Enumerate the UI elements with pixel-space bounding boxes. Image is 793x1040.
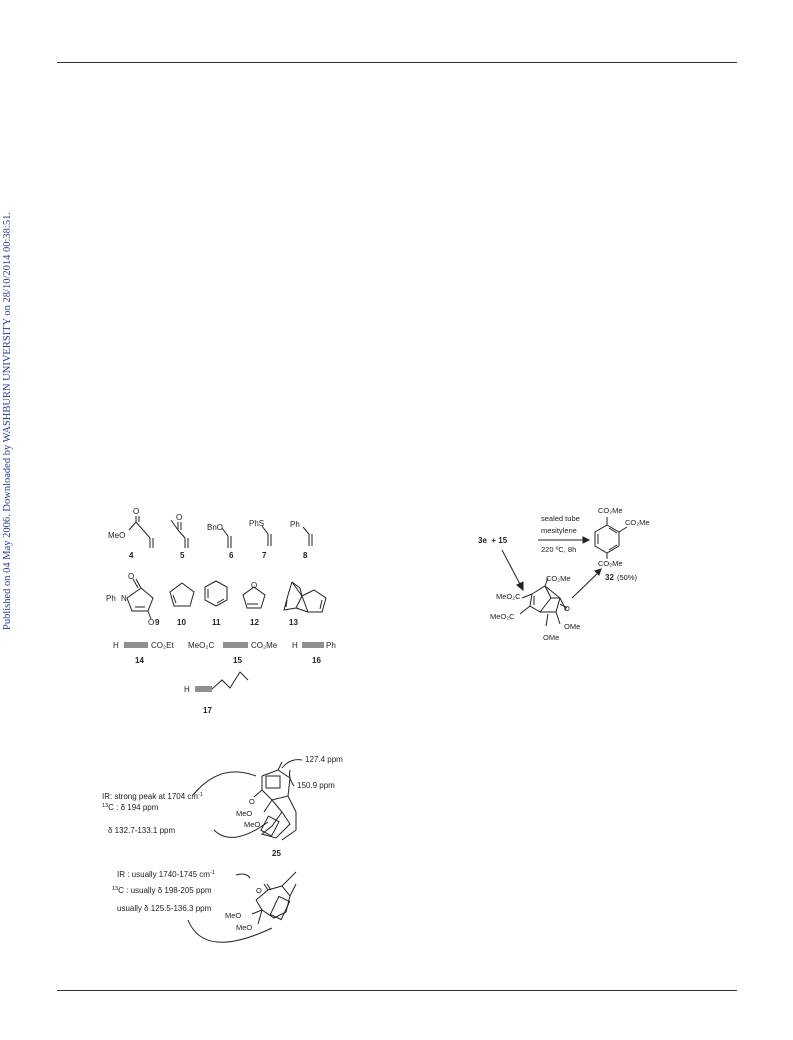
compound-9-o2: O [148, 618, 155, 627]
curved-arrow-delta-generic [188, 920, 272, 942]
arrow-to-intermediate [502, 550, 521, 586]
compound-16-structure [302, 643, 324, 647]
compound-25-meo-2: MeO [244, 820, 261, 829]
compound-13-label: 13 [289, 618, 298, 627]
product-32-co2me-bottom: CO₂Me [598, 559, 623, 568]
shift-150-label: 150.9 ppm [297, 781, 335, 790]
generic-meo-1: MeO [225, 911, 242, 920]
arrow-to-product [572, 572, 599, 598]
product-32-yield: (50%) [617, 573, 638, 582]
generic-oxygen: O [256, 886, 262, 895]
compound-4-structure [129, 516, 153, 548]
product-32-co2me-top: CO₂Me [598, 506, 623, 515]
compound-16-h: H [292, 641, 298, 650]
compound-15-meo2c: MeO₂C [188, 641, 215, 650]
compound-9-structure [127, 579, 153, 619]
compound-9-n: N [121, 594, 127, 603]
compound-14-label: 14 [135, 656, 144, 665]
scheme-reactants: 3e + 15 [478, 536, 508, 545]
generic-bicyclic-structure [252, 872, 296, 924]
download-notice-text: Published on 04 May 2006. Downloaded by WASHBURN UNIVERSITY on 28/10/2014 00:38:51. [2, 212, 13, 630]
product-32-label: 32 [605, 573, 614, 582]
compound-4-label: 4 [129, 551, 134, 560]
compound-9-label: 9 [155, 618, 160, 627]
compound-15-structure [223, 643, 248, 647]
compound-6-bno: BnO [207, 523, 224, 532]
compound-10-label: 10 [177, 618, 186, 627]
compound-8-label: 8 [303, 551, 308, 560]
compound-7-label: 7 [262, 551, 267, 560]
intermediate-ome-2: OMe [543, 633, 560, 642]
spectroscopy-figure [102, 755, 343, 942]
compound-25-label: 25 [272, 849, 281, 858]
intermediate-ome-1: OMe [564, 622, 581, 631]
compound-12-oxygen: O [251, 581, 258, 590]
shift-127-label: 127.4 ppm [305, 755, 343, 764]
compound-8-ph: Ph [290, 520, 300, 529]
product-32-co2me-right: CO₂Me [625, 518, 650, 527]
scheme-condition-1: sealed tube [541, 514, 580, 523]
compound-7-structure [262, 526, 271, 546]
compound-4-oxygen: O [133, 507, 140, 516]
compound-14-co2et: CO₂Et [151, 641, 174, 650]
compound-11-structure [205, 581, 227, 606]
intermediate-meo2c-1: MeO₂C [496, 592, 521, 601]
c13-25-label: $^{13}$C : δ 194 ppm [102, 803, 159, 812]
compound-12-structure [243, 587, 265, 608]
scheme-condition-2: mesitylene [541, 526, 577, 535]
curved-arrow-ir-generic [236, 874, 250, 878]
compound-9-ph: Ph [106, 594, 116, 603]
compound-9-o1: O [128, 572, 135, 581]
product-32-structure [595, 517, 627, 559]
compound-16-ph: Ph [326, 641, 336, 650]
compound-25-oxygen: O [249, 797, 255, 806]
compound-10-structure [170, 583, 194, 606]
compound-5-oxygen: O [176, 513, 183, 522]
intermediate-co2me: CO₂Me [546, 574, 571, 583]
reaction-arrow-head [583, 537, 589, 543]
scheme-condition-3: 220 ºC, 8h [541, 545, 577, 554]
compound-5-label: 5 [180, 551, 185, 560]
dienophile-figure [106, 507, 336, 715]
ir-25-label: IR: strong peak at 1704 $cm^{-1}$ [102, 792, 203, 801]
compound-14-structure [124, 643, 148, 647]
intermediate-oxygen: O [564, 604, 570, 613]
compound-6-structure [222, 528, 231, 548]
compound-5-structure [171, 520, 188, 548]
arrow-127 [282, 760, 302, 768]
c13-generic-label: $^{13}$C : usually δ 198-205 ppm [112, 886, 212, 895]
ir-generic-label: IR : usually 1740-1745 $cm^{-1}$ [117, 870, 215, 879]
compound-12-label: 12 [250, 618, 259, 627]
generic-meo-2: MeO [236, 923, 253, 932]
compound-16-label: 16 [312, 656, 321, 665]
compound-15-label: 15 [233, 656, 242, 665]
compound-13-structure [284, 582, 326, 612]
compound-14-h: H [113, 641, 119, 650]
reaction-scheme-figure [478, 506, 650, 642]
arrow-to-intermediate-head [517, 582, 523, 590]
compound-6-label: 6 [229, 551, 234, 560]
intermediate-adduct-structure [520, 578, 567, 626]
delta-25-label: δ 132.7-133.1 ppm [108, 826, 176, 835]
compound-17-label: 17 [203, 706, 212, 715]
delta-generic-label: usually δ 125.5-136.3 ppm [117, 904, 212, 913]
compound-7-phs: PhS [249, 519, 265, 528]
compound-4-meo: MeO [108, 531, 126, 540]
intermediate-meo2c-2: MeO₂C [490, 612, 515, 621]
compound-17-h: H [184, 685, 190, 694]
arrow-to-product-head [595, 569, 601, 575]
compound-17-structure [195, 672, 248, 691]
compound-25-meo-1: MeO [236, 809, 253, 818]
compound-11-label: 11 [212, 618, 221, 627]
compound-8-structure [303, 527, 312, 546]
compound-15-co2me: CO₂Me [251, 641, 278, 650]
